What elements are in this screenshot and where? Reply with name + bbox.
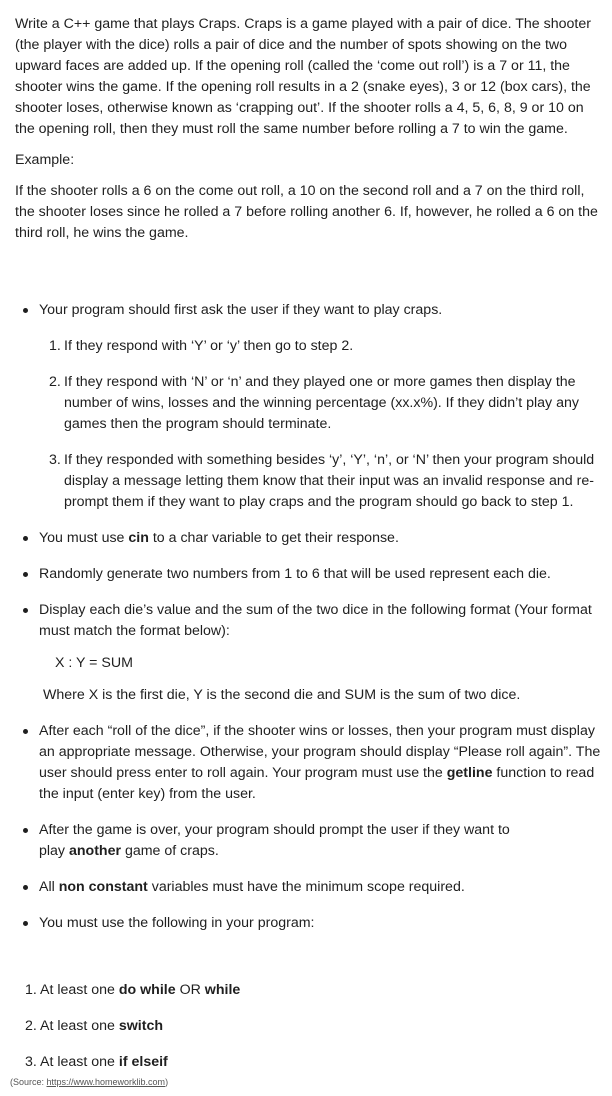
format-example: X : Y = SUM xyxy=(55,655,133,671)
step-item xyxy=(39,372,607,435)
bold-text: another xyxy=(68,843,121,859)
bullet-text: All xyxy=(39,879,59,895)
step-text: If they respond with ‘N’ or ‘n’ and they played one or more games then display the number of wins, losses and the winning percentage (xx.x%). If they didn’t play any games then the program should terminate. xyxy=(64,374,579,432)
requirement-text: At least one xyxy=(40,1054,119,1070)
requirement-item xyxy=(15,980,607,1001)
requirements-list xyxy=(15,300,607,642)
bullet-text: play xyxy=(39,843,69,859)
bullet-text: Randomly generate two numbers from 1 to 6 that will be used represent each die. xyxy=(39,566,551,582)
steps-list xyxy=(39,336,607,513)
list-item xyxy=(15,877,607,898)
bullet-text: game of craps. xyxy=(121,843,219,859)
step-number: 3. xyxy=(49,452,61,468)
bullet-text: You must use the following in your program: xyxy=(39,915,315,931)
requirements-list-continued xyxy=(15,721,607,934)
requirement-item xyxy=(15,1052,607,1073)
step-number: 2. xyxy=(49,374,61,390)
list-item xyxy=(15,820,607,862)
format-explanation: Where X is the first die, Y is the second die and SUM is the sum of two dice. xyxy=(43,687,521,703)
step-text: If they respond with ‘Y’ or ‘y’ then go to step 2. xyxy=(64,338,354,354)
list-item xyxy=(15,300,607,513)
step-item xyxy=(39,450,607,513)
bold-text: cin xyxy=(128,530,149,546)
bullet-text: After each “roll of the dice”, if the shooter wins or losses, then your program must display an appropriate message. Otherwise, your program should display “Please roll again”. The user should press enter to roll again. Your program must use the xyxy=(39,723,601,781)
example-paragraph: If the shooter rolls a 6 on the come out roll, a 10 on the second roll and a 7 on the third roll, the shooter loses since he rolled a 7 before rolling another 6. If, however, he rolled a 6 on the third roll, he wins the game. xyxy=(15,183,598,241)
requirement-number: 1. xyxy=(25,982,37,998)
requirement-number: 2. xyxy=(25,1018,37,1034)
requirement-item xyxy=(15,1016,607,1037)
document-body xyxy=(15,14,607,1088)
program-requirements-list xyxy=(15,980,607,1073)
source-suffix: ) xyxy=(165,1077,169,1087)
requirement-text: OR xyxy=(175,982,205,998)
requirement-number: 3. xyxy=(25,1054,37,1070)
list-item xyxy=(15,528,607,549)
list-item xyxy=(15,564,607,585)
bullet-text: Display each die’s value and the sum of the two dice in the following format (Your format must match the format below): xyxy=(39,602,592,639)
bold-text: if elseif xyxy=(118,1054,168,1070)
step-item xyxy=(39,336,607,357)
bold-text: switch xyxy=(118,1018,164,1034)
source-attribution xyxy=(10,1076,168,1088)
source-link[interactable]: https://www.homeworklib.com xyxy=(46,1077,166,1087)
step-number: 1. xyxy=(49,338,61,354)
requirement-text: At least one xyxy=(40,982,119,998)
bullet-text: function to read the input (enter key) from the user. xyxy=(39,765,595,802)
list-item xyxy=(15,913,607,934)
bold-text: do while xyxy=(118,982,176,998)
list-item xyxy=(15,600,607,642)
requirement-text: At least one xyxy=(40,1018,119,1034)
bullet-text: You must use xyxy=(39,530,129,546)
example-label: Example: xyxy=(15,152,75,168)
bullet-text: to a char variable to get their response. xyxy=(148,530,399,546)
bullet-text: After the game is over, your program should prompt the user if they want to xyxy=(39,822,510,838)
bullet-text: Your program should first ask the user if they want to play craps. xyxy=(39,302,443,318)
bold-text: non constant xyxy=(58,879,148,895)
bold-text: getline xyxy=(446,765,493,781)
intro-paragraph: Write a C++ game that plays Craps. Craps is a game played with a pair of dice. The shooter (the player with the dice) rolls a pair of dice and the number of spots showing on the two upward faces are added up. If the opening roll (called the ‘come out roll’) is a 7 or 11, the shooter wins the game. If the opening roll results in a 2 (snake eyes), 3 or 12 (box cars), the shooter loses, otherwise known as ‘crapping out’. If the shooter rolls a 4, 5, 6, 8, 9 or 10 on the opening roll, then they must roll the same number before rolling a 7 to win the game. xyxy=(15,16,591,137)
source-prefix: (Source: xyxy=(10,1077,47,1087)
bold-text: while xyxy=(204,982,241,998)
list-item xyxy=(15,721,607,805)
step-text: If they responded with something besides ‘y’, ‘Y’, ‘n’, or ‘N’ then your program should display a message letting them know that their input was an invalid response and re-prompt them if they want to play craps and the program should go back to step 1. xyxy=(64,452,595,510)
bullet-text: variables must have the minimum scope required. xyxy=(147,879,465,895)
